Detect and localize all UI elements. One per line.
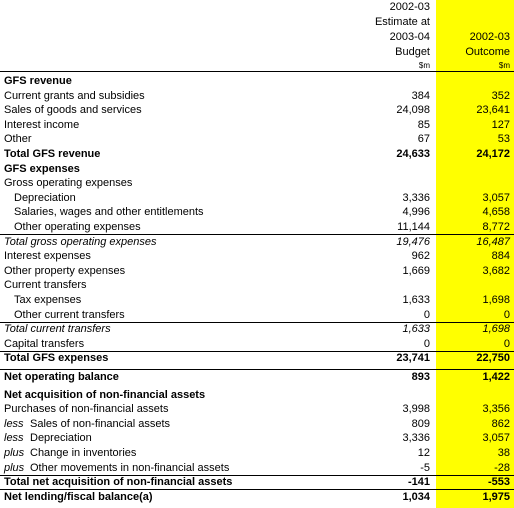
row-label (14, 220, 141, 235)
table-row (0, 402, 514, 417)
header-col2-line2: Outcome (465, 46, 510, 58)
row-label (4, 103, 142, 118)
estimate-value: 11,144 (397, 221, 430, 233)
row-label (4, 89, 145, 104)
row-label (4, 490, 153, 505)
row-label (4, 162, 80, 177)
row-label-text: Other current transfers (14, 308, 125, 321)
row-prefix: plus (4, 461, 25, 474)
row-label (4, 431, 92, 446)
row-label (4, 322, 111, 337)
table-header (0, 0, 514, 74)
estimate-value: 1,034 (402, 490, 430, 503)
outcome-value: 884 (491, 250, 510, 263)
row-label (4, 417, 170, 432)
row-label (4, 132, 32, 147)
estimate-value: 3,998 (402, 403, 430, 416)
table-row (0, 351, 514, 366)
row-label-text: Depreciation (14, 191, 76, 204)
table-row (0, 205, 514, 220)
table-row (0, 235, 514, 250)
row-label (4, 74, 72, 89)
row-label-text: Purchases of non-financial assets (4, 403, 169, 416)
table-row (0, 162, 514, 177)
estimate-value: 3,336 (402, 432, 430, 445)
row-label (4, 446, 136, 461)
row-label-text: Gross operating expenses (4, 177, 133, 190)
row-label-text: Total GFS expenses (4, 352, 109, 365)
header-col1-line1: 2002-03 (389, 1, 430, 13)
table-row (0, 446, 514, 461)
estimate-value: 3,336 (402, 191, 430, 204)
estimate-value: 19,476 (396, 235, 430, 248)
row-label (4, 337, 84, 352)
table-row (0, 132, 514, 147)
row-label-text: GFS expenses (4, 162, 80, 175)
outcome-value: 3,057 (482, 191, 510, 204)
table-row (0, 264, 514, 279)
table-row (0, 370, 514, 385)
estimate-value: 85 (417, 118, 430, 131)
row-label-text: Total gross operating expenses (4, 235, 157, 248)
table-row (0, 337, 514, 352)
row-label-text: Total net acquisition of non-financial assets (4, 476, 233, 489)
estimate-value: -5 (420, 461, 430, 474)
row-label-text: Depreciation (30, 432, 92, 445)
row-label-text: Other movements in non-financial assets (30, 461, 230, 474)
row-label (4, 278, 87, 293)
estimate-value: 24,098 (396, 104, 430, 117)
row-label-text: Sales of non-financial assets (30, 417, 171, 430)
row-label-text: Interest expenses (4, 250, 91, 263)
outcome-value: 3,682 (482, 264, 510, 277)
table-row (0, 220, 514, 235)
row-label-text: Interest income (4, 118, 80, 131)
table-row (0, 308, 514, 323)
table-row (0, 475, 514, 490)
row-label-text: Current grants and subsidies (4, 89, 145, 102)
estimate-value: 962 (411, 250, 430, 263)
row-label-text: Other (4, 133, 32, 146)
table-row (0, 293, 514, 308)
header-col1-line3: 2003-04 (389, 31, 430, 43)
estimate-value: 893 (411, 370, 430, 383)
header-rule (0, 71, 514, 72)
row-label-text: GFS revenue (4, 75, 72, 87)
estimate-value: 23,741 (396, 352, 430, 365)
header-col1-unit: $m (418, 61, 430, 70)
table-row (0, 191, 514, 206)
table-row (0, 249, 514, 264)
outcome-value: 3,356 (482, 403, 510, 416)
row-label-text: Change in inventories (30, 447, 137, 459)
row-label (4, 388, 205, 403)
estimate-value: 12 (417, 447, 430, 459)
row-label-text: Net lending/fiscal balance(a) (4, 490, 153, 503)
outcome-value: -28 (494, 461, 510, 474)
table-row (0, 74, 514, 89)
table-row (0, 388, 514, 403)
outcome-value: 16,487 (476, 235, 510, 248)
row-label (4, 249, 91, 264)
row-label-text: Current transfers (4, 279, 87, 292)
row-label-text: Other operating expenses (14, 221, 141, 233)
outcome-value: 1,698 (482, 323, 510, 336)
row-label-text: Tax expenses (14, 294, 82, 306)
row-label (4, 118, 79, 133)
row-label (4, 264, 125, 279)
row-label (14, 191, 76, 206)
estimate-value: 0 (423, 337, 430, 350)
row-label (14, 308, 125, 323)
table-row (0, 118, 514, 133)
row-label (4, 475, 232, 490)
row-label-text: Capital transfers (4, 337, 85, 350)
estimate-value: 4,996 (402, 206, 430, 219)
row-label-text: Salaries, wages and other entitlements (14, 206, 204, 219)
estimate-value: 24,633 (396, 148, 430, 160)
row-label-text: Sales of goods and services (4, 104, 142, 117)
row-label (4, 370, 119, 385)
row-label-text: Total current transfers (4, 323, 111, 336)
table-row (0, 103, 514, 118)
estimate-value: 1,633 (402, 294, 430, 306)
estimate-value: 1,669 (402, 264, 430, 277)
row-label (4, 402, 168, 417)
estimate-value: 0 (423, 308, 430, 321)
outcome-value: 352 (491, 89, 510, 102)
outcome-value: 862 (491, 417, 510, 430)
row-label (4, 176, 132, 191)
row-label (4, 351, 108, 366)
table-row (0, 278, 514, 293)
table-row (0, 176, 514, 191)
row-label-text: Net acquisition of non-financial assets (4, 388, 206, 401)
row-label-text: Total GFS revenue (4, 148, 101, 160)
outcome-value: 22,750 (476, 352, 510, 365)
table-row (0, 322, 514, 337)
outcome-value: 38 (497, 447, 510, 459)
outcome-value: 3,057 (482, 432, 510, 445)
outcome-value: -553 (487, 476, 510, 489)
table-row (0, 417, 514, 432)
outcome-value: 1,698 (482, 294, 510, 306)
outcome-value: 1,975 (482, 490, 510, 503)
estimate-value: 1,633 (402, 323, 430, 336)
outcome-value: 53 (497, 133, 510, 146)
outcome-value: 4,658 (482, 206, 510, 219)
row-prefix: less (4, 417, 24, 430)
row-prefix: plus (4, 447, 25, 459)
outcome-value: 24,172 (476, 148, 510, 160)
row-label-text: Net operating balance (4, 370, 119, 383)
table-row (0, 147, 514, 162)
row-label (4, 147, 100, 162)
row-label (14, 205, 204, 220)
row-prefix: less (4, 432, 24, 445)
table-row (0, 490, 514, 505)
row-label-text: Other property expenses (4, 264, 126, 277)
estimate-value: 809 (411, 417, 430, 430)
table-row (0, 431, 514, 446)
outcome-value: 1,422 (482, 370, 510, 383)
estimate-value: 384 (411, 89, 430, 102)
outcome-value: 0 (503, 308, 510, 321)
estimate-value: 67 (417, 133, 430, 146)
estimate-value: -141 (407, 476, 430, 489)
table-row (0, 89, 514, 104)
outcome-value: 127 (491, 118, 510, 131)
outcome-value: 0 (503, 337, 510, 350)
header-col2-line1: 2002-03 (469, 31, 510, 43)
row-label (14, 293, 81, 308)
row-label (4, 235, 156, 250)
outcome-value: 8,772 (482, 221, 510, 233)
header-col2-unit: $m (498, 61, 510, 70)
outcome-value: 23,641 (476, 104, 510, 117)
row-label (4, 461, 229, 476)
header-col1-line2: Estimate at (374, 16, 430, 28)
table-row (0, 461, 514, 476)
header-col1-line4: Budget (395, 46, 430, 58)
